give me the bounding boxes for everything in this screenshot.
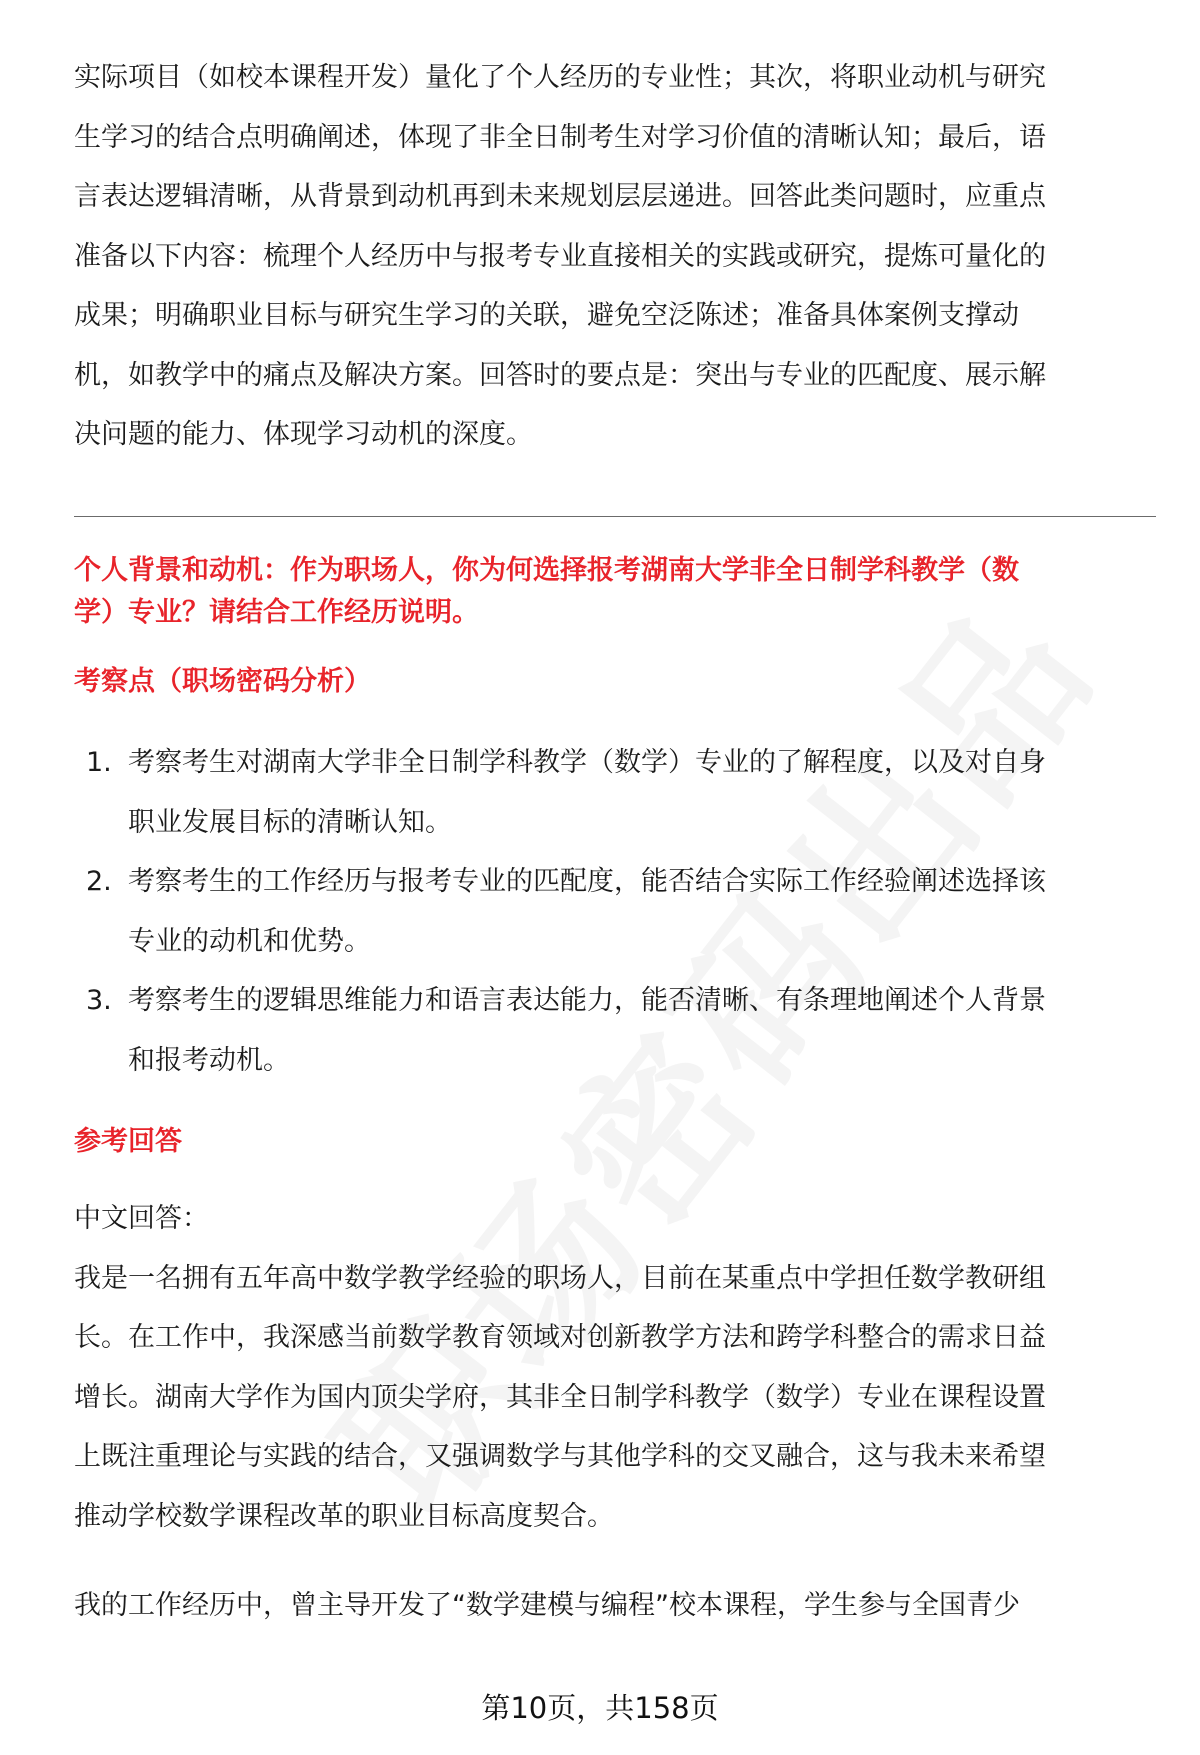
answer-line: 增长。湖南大学作为国内顶尖学府，其非全日制学科教学（数学）专业在课程设置 (74, 1381, 1046, 1413)
list-item (74, 733, 1156, 852)
intro-paragraph (74, 48, 1156, 465)
answer-line: 推动学校数学课程改革的职业目标高度契合。 (74, 1500, 614, 1532)
intro-line: 成果；明确职业目标与研究生学习的关联，避免空泛陈述；准备具体案例支撑动 (74, 300, 1019, 331)
list-number: 2. (86, 866, 112, 897)
intro-line: 言表达逻辑清晰，从背景到动机再到未来规划层层递进。回答此类问题时，应重点 (74, 181, 1046, 212)
question-line: 学）专业？请结合工作经历说明。 (74, 597, 479, 628)
section-divider (74, 516, 1156, 517)
answer-line: 我是一名拥有五年高中数学教学经验的职场人，目前在某重点中学担任数学教研组 (74, 1262, 1046, 1294)
list-item-line: 考察考生的逻辑思维能力和语言表达能力，能否清晰、有条理地阐述个人背景 (128, 985, 1046, 1016)
list-item-line: 考察考生的工作经历与报考专业的匹配度，能否结合实际工作经验阐述选择该 (128, 866, 1046, 897)
list-item-line: 专业的动机和优势。 (128, 925, 371, 957)
reference-answer (74, 1189, 1156, 1546)
intro-line: 准备以下内容：梳理个人经历中与报考专业直接相关的实践或研究，提炼可量化的 (74, 240, 1046, 272)
list-item-line: 和报考动机。 (128, 1044, 290, 1076)
list-number: 1. (86, 747, 112, 778)
exam-points-heading-text: 考察点（职场密码分析） (74, 666, 371, 697)
page-number: 第10页，共158页 (481, 1691, 719, 1725)
question-line: 个人背景和动机：作为职场人，你为何选择报考湖南大学非全日制学科教学（数 (74, 555, 1019, 586)
exam-points-list (74, 733, 1156, 1090)
intro-line: 实际项目（如校本课程开发）量化了个人经历的专业性；其次，将职业动机与研究 (74, 62, 1046, 93)
list-number: 3. (86, 985, 112, 1016)
list-item (74, 971, 1156, 1090)
list-item (74, 852, 1156, 971)
answer-line: 长。在工作中，我深感当前数学教育领域对创新教学方法和跨学科整合的需求日益 (74, 1322, 1046, 1353)
answer-line: 我的工作经历中，曾主导开发了“数学建模与编程”校本课程，学生参与全国青少 (74, 1590, 1020, 1621)
reference-heading-text: 参考回答 (74, 1126, 182, 1157)
answer-label: 中文回答： (74, 1203, 209, 1234)
exam-points-heading (74, 662, 1156, 702)
answer-line: 上既注重理论与实践的结合，又强调数学与其他学科的交叉融合，这与我未来希望 (74, 1441, 1046, 1472)
list-item-line: 职业发展目标的清晰认知。 (128, 806, 452, 838)
question-title (74, 550, 1156, 634)
reference-answer-continued (74, 1576, 1156, 1636)
intro-line: 决问题的能力、体现学习动机的深度。 (74, 419, 533, 450)
intro-line: 机，如教学中的痛点及解决方案。回答时的要点是：突出与专业的匹配度、展示解 (74, 359, 1046, 391)
reference-heading (74, 1122, 1156, 1162)
intro-line: 生学习的结合点明确阐述，体现了非全日制考生对学习价值的清晰认知；最后，语 (74, 121, 1046, 153)
list-item-line: 考察考生对湖南大学非全日制学科教学（数学）专业的了解程度，以及对自身 (128, 747, 1046, 778)
